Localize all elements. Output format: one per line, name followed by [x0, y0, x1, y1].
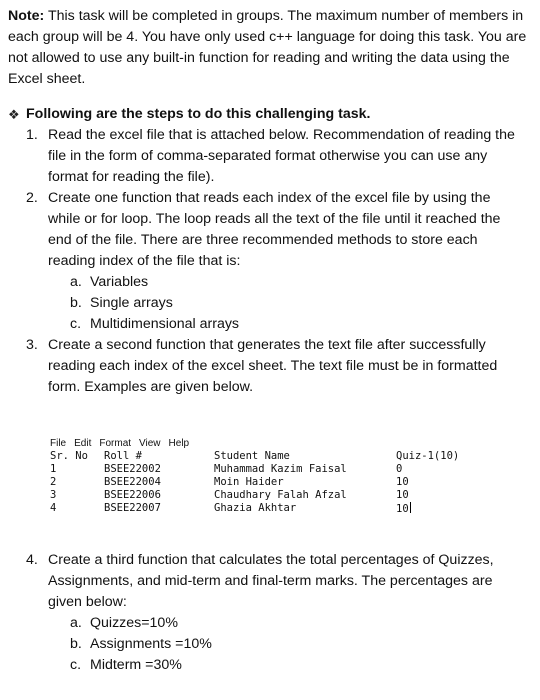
- diamond-bullet-icon: ❖: [8, 107, 20, 122]
- steps-heading: [8, 104, 536, 125]
- sub-text: Single arrays: [90, 295, 173, 311]
- sub-text: Assignments =10%: [90, 636, 212, 652]
- step-1: [26, 125, 536, 188]
- sub-letter: a.: [70, 274, 82, 290]
- menu-format[interactable]: Format: [99, 437, 132, 449]
- row-cell: 1: [50, 463, 57, 475]
- menu-view[interactable]: View: [139, 437, 161, 449]
- step-line: given below:: [48, 594, 127, 610]
- step-line: reading each index of the excel sheet. The text file must be in formatted: [48, 358, 498, 374]
- note-label: Note:: [8, 8, 45, 24]
- sub-letter: b.: [70, 295, 82, 311]
- step-line: Create a second function that generates the text file after successfully: [48, 337, 486, 353]
- row-cell: 10: [396, 503, 409, 515]
- notepad-menu-bar: [50, 436, 480, 450]
- step-line: while or for loop. The loop reads all the text of the file until it reached the: [48, 211, 501, 227]
- sub-item: [70, 655, 536, 676]
- notepad-header-row: [50, 450, 480, 463]
- step-line: format for reading the file).: [48, 169, 215, 185]
- notepad-data-row: [50, 476, 480, 489]
- sub-text: Multidimensional arrays: [90, 316, 240, 332]
- intro-line: This task will be completed in groups. The maximum number of members in: [44, 8, 524, 24]
- step-line: Create one function that reads each index of the excel file by using the: [48, 190, 491, 206]
- sub-letter: b.: [70, 636, 82, 652]
- notepad-data-row: [50, 489, 480, 502]
- steps-list: [8, 125, 536, 398]
- header-cell: Student Name: [214, 450, 290, 462]
- notepad-data-row: [50, 463, 480, 476]
- step-line: file in the form of comma-separated format otherwise you can use any: [48, 148, 488, 164]
- document-page: [8, 6, 536, 676]
- menu-file[interactable]: File: [50, 437, 67, 449]
- row-cell: BSEE22002: [104, 463, 161, 475]
- sub-letter: a.: [70, 615, 82, 631]
- row-cell: 10: [396, 489, 409, 501]
- step-line: form. Examples are given below.: [48, 379, 254, 395]
- step-text: [48, 550, 536, 613]
- row-cell: Ghazia Akhtar: [214, 502, 297, 514]
- step-number: 3.: [26, 337, 38, 353]
- menu-help[interactable]: Help: [168, 437, 190, 449]
- step-line: Create a third function that calculates the total percentages of Quizzes,: [48, 552, 494, 568]
- step-line: Read the excel file that is attached below. Recommendation of reading the: [48, 127, 515, 143]
- menu-edit[interactable]: Edit: [74, 437, 92, 449]
- row-cell: Muhammad Kazim Faisal: [214, 463, 347, 475]
- step-4: [26, 550, 536, 613]
- sub-item: [70, 272, 536, 293]
- row-cell: BSEE22007: [104, 502, 161, 514]
- sub-text: Quizzes=10%: [90, 615, 178, 631]
- row-cell: 0: [396, 463, 403, 475]
- notepad-example: [50, 436, 480, 528]
- row-cell: BSEE22006: [104, 489, 161, 501]
- step-3: [26, 335, 536, 398]
- step-text: [48, 335, 536, 398]
- row-cell: 3: [50, 489, 57, 501]
- sub-text: Midterm =30%: [90, 657, 182, 673]
- step-line: Assignments, and mid-term and final-term marks. The percentages are: [48, 573, 493, 589]
- step-line: end of the file. There are three recommended methods to store each: [48, 232, 478, 248]
- header-cell: Quiz-1(10): [396, 450, 460, 462]
- sub-item: [70, 314, 536, 335]
- intro-paragraph: [8, 6, 536, 90]
- sub-item: [70, 634, 536, 655]
- sub-letter: c.: [70, 316, 82, 332]
- header-cell: Roll #: [104, 450, 142, 462]
- text-caret: [410, 502, 411, 513]
- row-cell: 4: [50, 502, 57, 514]
- step-number: 1.: [26, 127, 38, 143]
- step-number: 2.: [26, 190, 38, 206]
- intro-line: Excel sheet.: [8, 71, 86, 87]
- sub-item: [70, 293, 536, 314]
- step-text: [48, 188, 536, 272]
- row-cell: 10: [396, 476, 409, 488]
- step-number: 4.: [26, 552, 38, 568]
- sub-letter: c.: [70, 657, 82, 673]
- notepad-text-area[interactable]: [50, 450, 480, 515]
- step-text: [48, 125, 536, 188]
- step-line: reading index of the file that is:: [48, 253, 241, 269]
- header-cell: Sr. No: [50, 450, 88, 462]
- row-cell: Chaudhary Falah Afzal: [214, 489, 347, 501]
- notepad-data-row: [50, 502, 480, 515]
- row-cell: BSEE22004: [104, 476, 161, 488]
- steps-heading-text: Following are the steps to do this challenging task.: [26, 106, 371, 122]
- sub-text: Variables: [90, 274, 149, 290]
- intro-line: each group will be 4. You have only used c++ language for doing this task. You are: [8, 29, 527, 45]
- sub-item: [70, 613, 536, 634]
- step-2: [26, 188, 536, 272]
- row-cell: 2: [50, 476, 57, 488]
- intro-line: not allowed to use any built-in function for reading and writing the data using the: [8, 50, 510, 66]
- row-cell-with-caret: [396, 502, 411, 516]
- row-cell: Moin Haider: [214, 476, 284, 488]
